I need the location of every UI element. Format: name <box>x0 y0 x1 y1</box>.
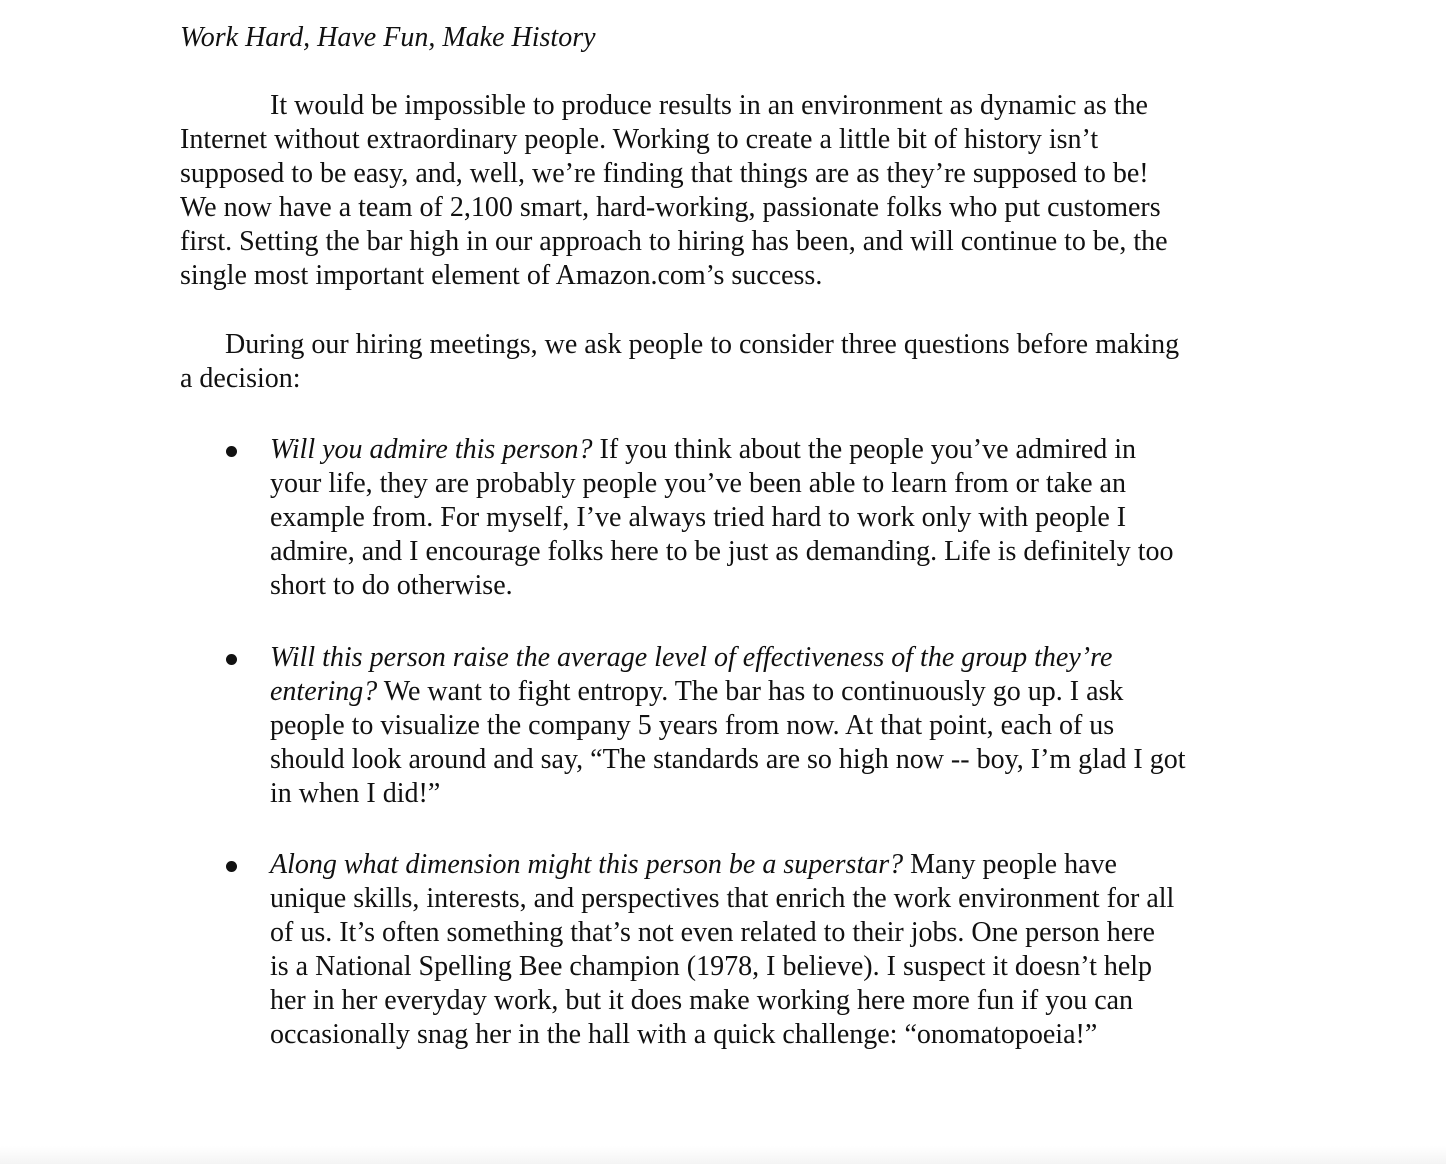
bullet-text <box>270 433 1174 603</box>
bullet-text <box>270 848 1174 1052</box>
bullet-line <box>270 848 1174 882</box>
paragraph-line: first. Setting the bar high in our approach to hiring has been, and will continue to be, the <box>180 226 1168 257</box>
bullet-line: unique skills, interests, and perspectives that enrich the work environment for all <box>270 883 1175 914</box>
bullet-icon <box>226 654 237 665</box>
bullet-line: of us. It’s often something that’s not even related to their jobs. One person here <box>270 917 1155 948</box>
bullet-icon <box>226 861 237 872</box>
paragraph-line: During our hiring meetings, we ask people to consider three questions before making <box>225 329 1180 360</box>
bullet-line-rest: Many people have <box>903 849 1117 880</box>
bullet-line <box>270 433 1174 467</box>
bullet-question: entering? <box>270 676 378 707</box>
bullet-line-rest: If you think about the people you’ve admired in <box>592 434 1137 465</box>
bullet-icon <box>226 446 237 457</box>
bullet-line <box>270 675 1186 709</box>
bullet-line: in when I did!” <box>270 778 441 809</box>
bullet-line: occasionally snag her in the hall with a quick challenge: “onomatopoeia!” <box>270 1019 1098 1050</box>
paragraph-line: single most important element of Amazon.com’s success. <box>180 260 823 291</box>
paragraph-intro <box>180 89 1168 293</box>
bullet-text <box>270 641 1186 811</box>
page-bottom-edge <box>0 1146 1446 1164</box>
bullet-question: Will this person raise the average level of effectiveness of the group they’re <box>270 642 1113 673</box>
bullet-line: example from. For myself, I’ve always tried hard to work only with people I <box>270 502 1127 533</box>
bullet-line: admire, and I encourage folks here to be just as demanding. Life is definitely too <box>270 536 1174 567</box>
bullet-line: your life, they are probably people you’ve been able to learn from or take an <box>270 468 1126 499</box>
paragraph-line: Internet without extraordinary people. Working to create a little bit of history isn’t <box>180 124 1099 155</box>
bullet-line: her in her everyday work, but it does make working here more fun if you can <box>270 985 1134 1016</box>
paragraph-line: supposed to be easy, and, well, we’re finding that things are as they’re supposed to be! <box>180 158 1149 189</box>
bullet-question: Along what dimension might this person be a superstar? <box>270 849 904 880</box>
bullet-line: is a National Spelling Bee champion (1978, I believe). I suspect it doesn’t help <box>270 951 1153 982</box>
section-heading: Work Hard, Have Fun, Make History <box>180 22 596 53</box>
paragraph-hiring <box>180 328 1179 396</box>
paragraph-line: We now have a team of 2,100 smart, hard-working, passionate folks who put customers <box>180 192 1161 223</box>
bullet-line-rest: We want to fight entropy. The bar has to continuously go up. I ask <box>377 676 1124 707</box>
bullet-question: Will you admire this person? <box>270 434 593 465</box>
bullet-line: short to do otherwise. <box>270 570 513 601</box>
paragraph-line: It would be impossible to produce results in an environment as dynamic as the <box>270 90 1148 121</box>
bullet-line: should look around and say, “The standards are so high now -- boy, I’m glad I got <box>270 744 1186 775</box>
paragraph-line: a decision: <box>180 363 301 394</box>
bullet-line: people to visualize the company 5 years from now. At that point, each of us <box>270 710 1115 741</box>
